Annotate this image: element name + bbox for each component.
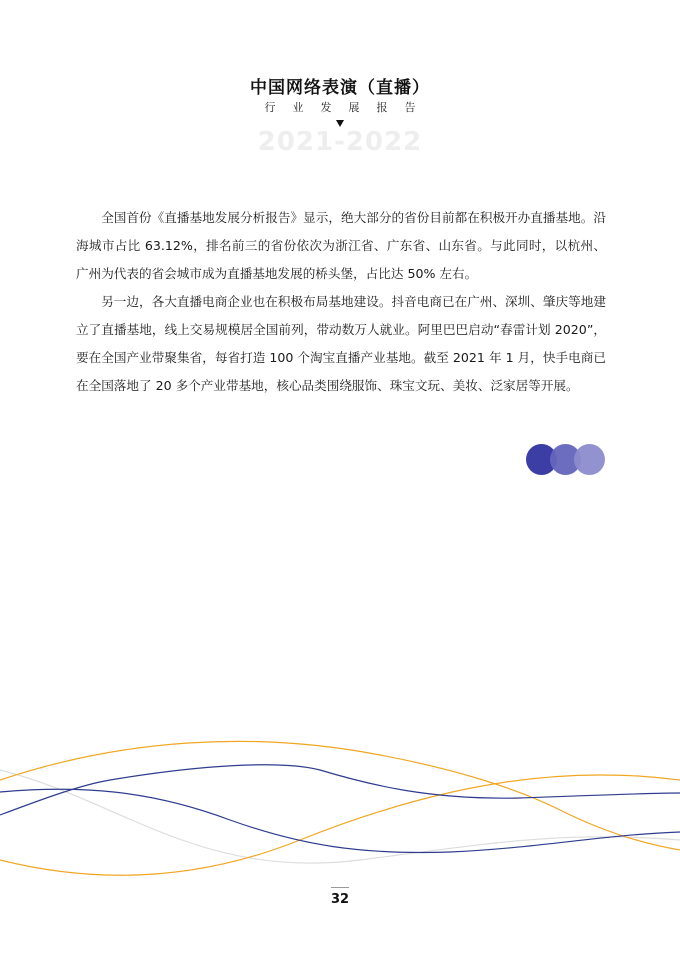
down-arrow-icon xyxy=(336,120,344,127)
page-number-rule xyxy=(331,887,349,888)
report-title: 中国网络表演（直播） xyxy=(250,78,430,98)
report-years: 2021-2022 xyxy=(257,127,423,157)
paragraph-1: 全国首份《直播基地发展分析报告》显示，绝大部分的省份目前都在积极开办直播基地。沿海城市占比 63.12%，排名前三的省份依次为浙江省、广东省、山东省。与此同时，以杭州、广州为代表的省会城市成为直播基地发展的桥头堡，占比达 50% 左右。 xyxy=(76,210,606,281)
decorative-circles xyxy=(526,444,606,476)
circle-light xyxy=(574,444,605,475)
paragraph-2: 另一边，各大直播电商企业也在积极布局基地建设。抖音电商已在广州、深圳、肇庆等地建立了直播基地，线上交易规模居全国前列，带动数万人就业。阿里巴巴启动“春雷计划 2020”，要在全国产业带聚集省，每省打造 100 个淘宝直播产业基地。截至 2021 年 1 月，快手电商已在全国落地了 20 多个产业带基地，核心品类围绕服饰、珠宝文玩、美妆、泛家居等开展。 xyxy=(76,294,606,393)
wave-navy-2 xyxy=(0,789,680,852)
report-header xyxy=(0,78,680,157)
report-subtitle: 行业发展报告 xyxy=(264,101,433,114)
page-number: 32 xyxy=(330,892,350,907)
wave-gray xyxy=(0,770,680,863)
decorative-waves xyxy=(0,730,680,890)
body-text xyxy=(76,204,606,400)
wave-orange-2 xyxy=(0,775,680,875)
